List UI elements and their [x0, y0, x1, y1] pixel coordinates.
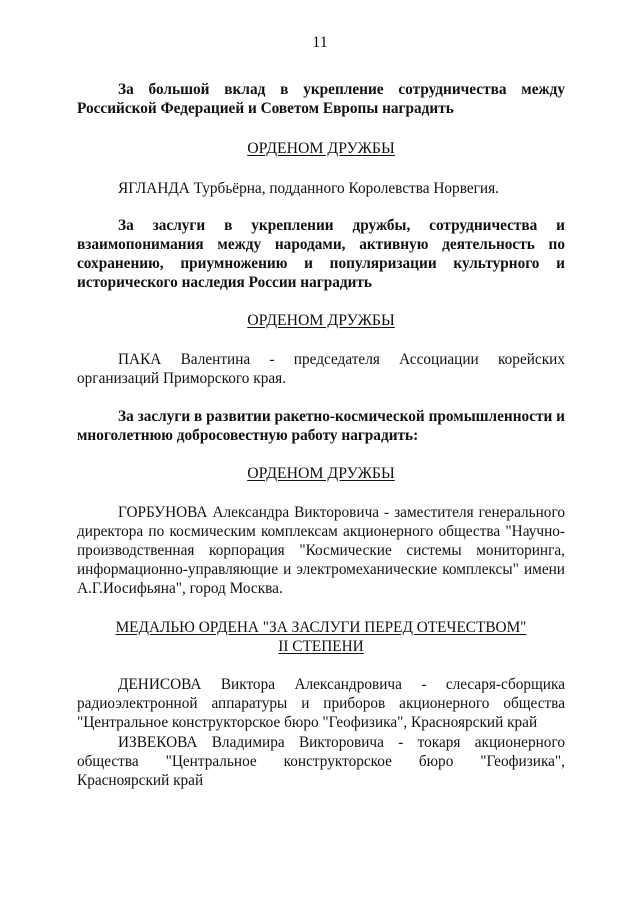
award-reason-3: За заслуги в развитии ракетно-космической промышленности и многолетнюю добросовестную работу наградить:: [77, 408, 565, 444]
recipient-denisov: ДЕНИСОВА Виктора Александровича - слесаря-сборщика радиоэлектронной аппаратуры и приборов акционерного общества "Центральное конструкторское бюро "Геофизика", Красноярский край: [77, 676, 565, 731]
recipient-gorbunov: ГОРБУНОВА Александра Викторовича - заместителя генерального директора по космическим комплексам акционерного общества "Научно-производственная корпорация "Космические системы мониторинга, информационно-управляющие и электромеханические комплексы" имени А.Г.Иосифьяна", город Москва.: [77, 504, 565, 597]
order-title-3: ОРДЕНОМ ДРУЖБЫ: [247, 465, 395, 482]
decree-content: [77, 80, 565, 790]
page-number: 11: [312, 34, 328, 51]
medal-title-line-1: [77, 618, 565, 637]
medal-title-line-2: [77, 637, 565, 656]
recipient-izvekov: ИЗВЕКОВА Владимира Викторовича - токаря акционерного общества "Центральное конструкторское бюро "Геофизика", Красноярский край: [77, 734, 565, 789]
medal-title-text-2: II СТЕПЕНИ: [278, 638, 364, 655]
order-title-2: ОРДЕНОМ ДРУЖБЫ: [247, 312, 395, 329]
award-reason-2: За заслуги в укреплении дружбы, сотрудничества и взаимопонимания между народами, активную деятельность по сохранению, приумножению и популяризации культурного и исторического наследия России наградить: [77, 217, 565, 291]
award-reason-1: За большой вклад в укрепление сотрудничества между Российской Федерацией и Советом Европы наградить: [77, 81, 565, 117]
recipient-pak: ПАКА Валентина - председателя Ассоциации корейских организаций Приморского края.: [77, 351, 565, 387]
medal-title-text-1: МЕДАЛЬЮ ОРДЕНА "ЗА ЗАСЛУГИ ПЕРЕД ОТЕЧЕСТВОМ": [115, 619, 527, 636]
order-title-1: ОРДЕНОМ ДРУЖБЫ: [247, 140, 395, 157]
recipient-jagland: ЯГЛАНДА Турбьёрна, подданного Королевства Норвегия.: [118, 180, 499, 197]
